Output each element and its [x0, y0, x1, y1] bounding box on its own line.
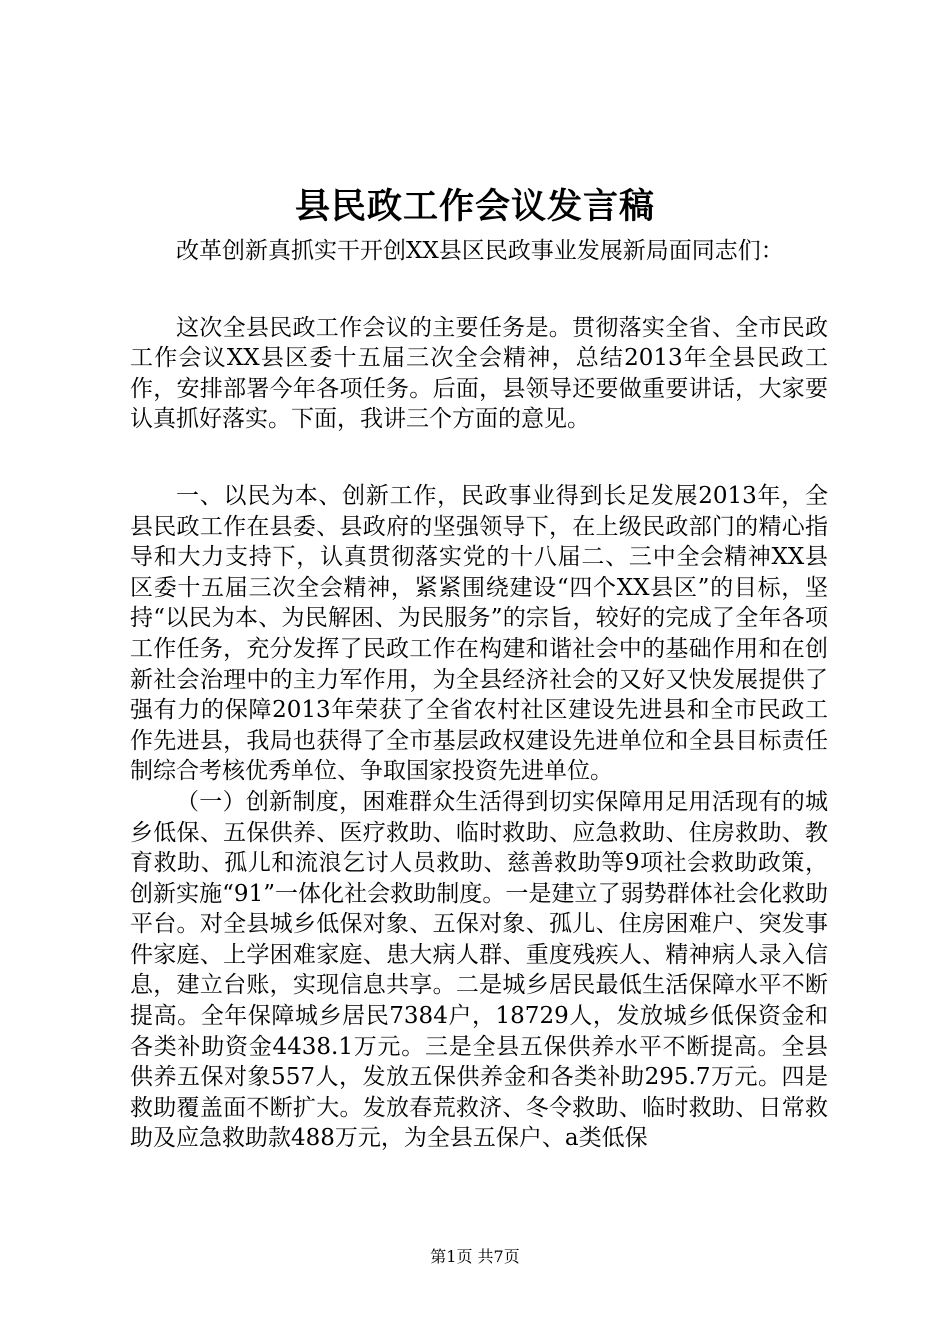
document-title: 县民政工作会议发言稿	[294, 187, 655, 227]
paragraph-spacer	[130, 267, 828, 313]
section-one-paragraph: 一、以民为本、创新工作，民政事业得到长足发展2013年，全县民政工作在县委、县政府的坚强领导下，在上级民政部门的精心指导和大力支持下，认真贯彻落实党的十八届二、三中全会精神XX县区委十五届三次全会精神，紧紧围绕建设“四个XX县区”的目标，坚持“以民为本、为民解困、为民服务”的宗旨，较好的完成了全年各项工作任务，充分发挥了民政工作在构建和谐社会中的基础作用和在创新社会治理中的主力军作用，为全县经济社会的又好又快发展提供了强有力的保障2013年荣获了全省农村社区建设先进县和全市民政工作先进县，我局也获得了全市基层政权建设先进单位和全县目标责任制综合考核优秀单位、争取国家投资先进单位。	[130, 482, 828, 785]
greeting-paragraph: 改革创新真抓实干开创XX县区民政事业发展新局面同志们：	[176, 238, 784, 264]
document-body	[130, 236, 828, 1154]
subsection-one-paragraph: （一）创新制度，困难群众生活得到切实保障用足用活现有的城乡低保、五保供养、医疗救助、临时救助、应急救助、住房救助、教育救助、孤儿和流浪乞讨人员救助、慈善救助等9项社会救助政策，创新实施“91”一体化社会救助制度。一是建立了弱势群体社会化救助平台。对全县城乡低保对象、五保对象、孤儿、住房困难户、突发事件家庭、上学困难家庭、患大病人群、重度残疾人、精神病人录入信息，建立台账，实现信息共享。二是城乡居民最低生活保障水平不断提高。全年保障城乡居民7384户，18729人，发放城乡低保资金和各类补助资金4438.1万元。三是全县五保供养水平不断提高。全县供养五保对象557人，发放五保供养金和各类补助295.7万元。四是救助覆盖面不断扩大。发放春荒救济、冬令救助、临时救助、日常救助及应急救助款488万元，为全县五保户、a类低保	[130, 788, 828, 1152]
paragraph-spacer	[130, 435, 828, 481]
intro-paragraph: 这次全县民政工作会议的主要任务是。贯彻落实全省、全市民政工作会议XX县区委十五届三次全会精神，总结2013年全县民政工作，安排部署今年各项任务。后面，县领导还要做重要讲话，大家要认真抓好落实。下面，我讲三个方面的意见。	[130, 314, 828, 433]
page-footer: 第1页 共7页	[430, 1247, 520, 1266]
